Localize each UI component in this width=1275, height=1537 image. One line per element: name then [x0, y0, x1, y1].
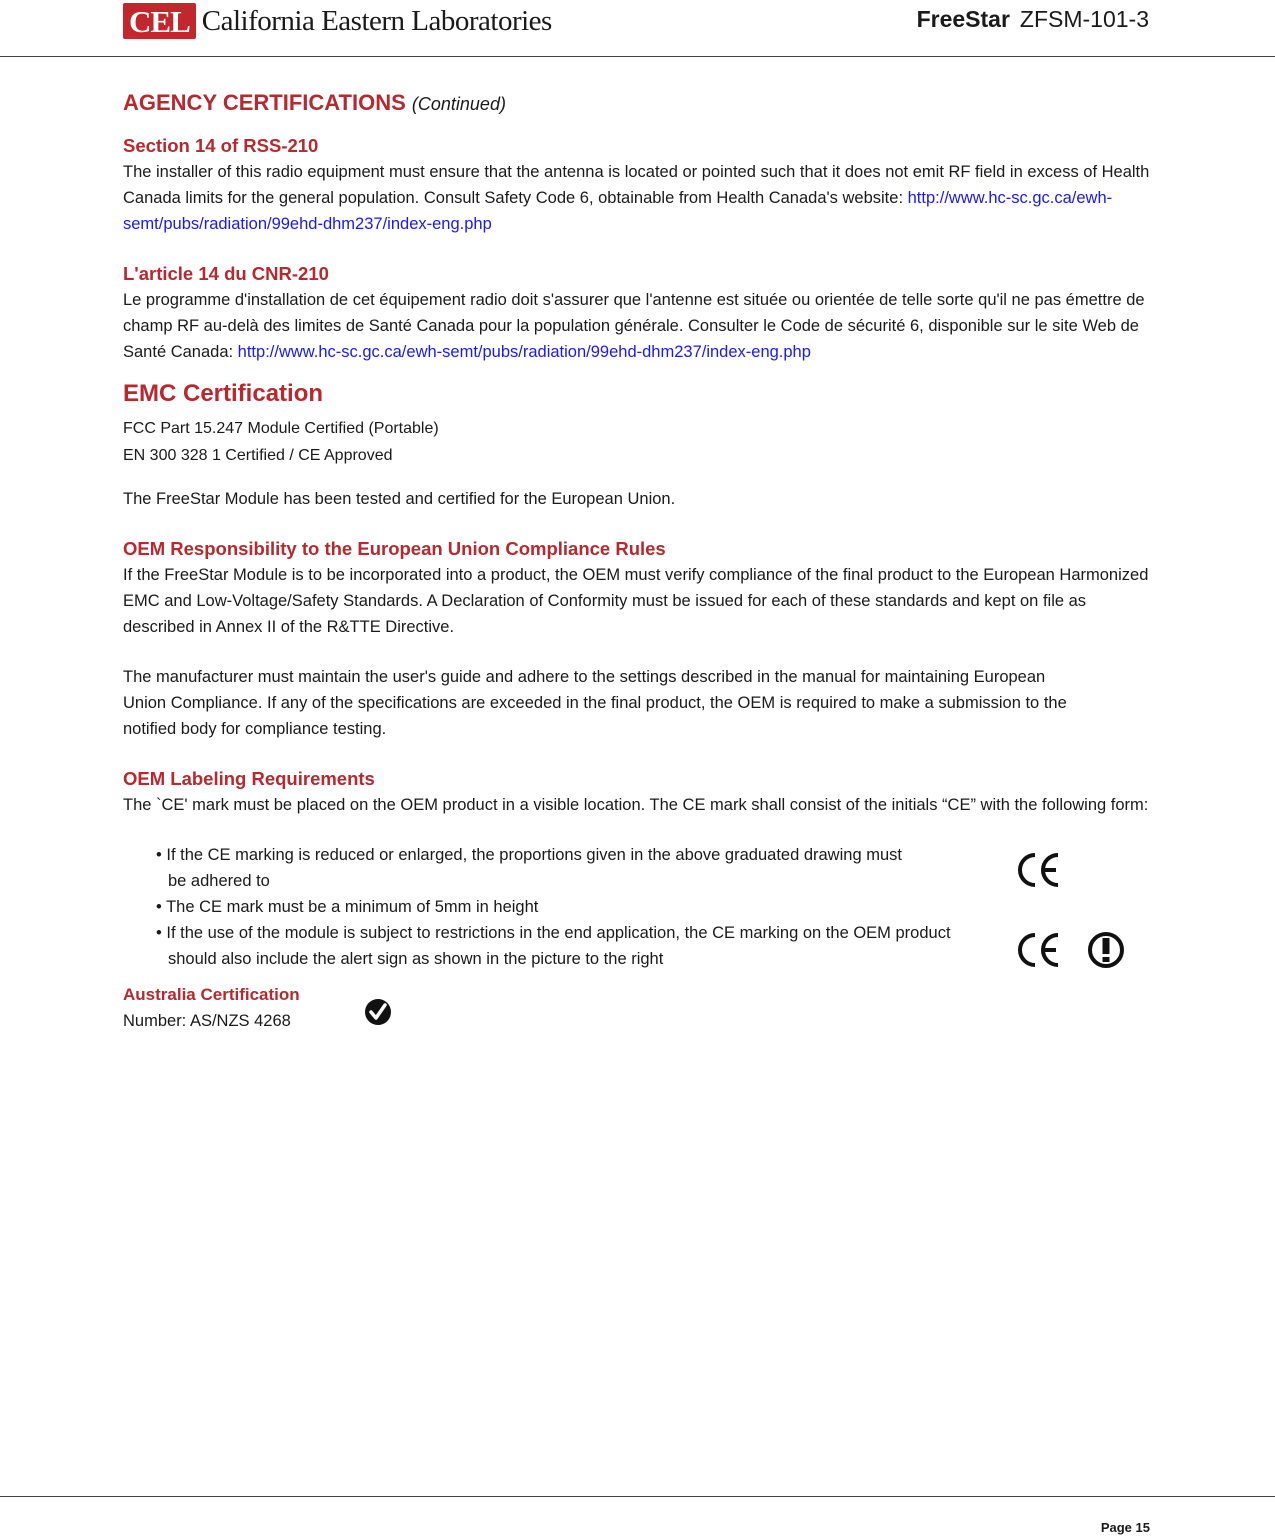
cnr-link[interactable]: http://www.hc-sc.gc.ca/ewh-semt/pubs/radiation/99ehd-dhm237/index-eng.php	[237, 343, 811, 361]
page-title-main: AGENCY CERTIFICATIONS	[123, 90, 406, 115]
emc-eu-text: The FreeStar Module has been tested and certified for the European Union.	[123, 490, 676, 508]
spacer	[123, 640, 1153, 664]
product-brand: FreeStar	[916, 6, 1010, 32]
logo-abbr: CEL	[123, 3, 196, 39]
rss-body: The installer of this radio equipment must ensure that the antenna is located or pointed such that it does not emit RF field in excess of Health Canada limits for the general population. Consult Safety Code 6, obtainable from Health Canada's website:	[123, 163, 1150, 207]
product-name	[917, 6, 1149, 33]
footer-divider	[0, 1496, 1275, 1497]
ce-bullet-item: • The CE mark must be a minimum of 5mm in height	[156, 898, 539, 916]
spacer	[123, 972, 1153, 982]
oem-labeling-heading: OEM Labeling Requirements	[123, 768, 375, 789]
rss-text	[123, 159, 1153, 237]
oem-responsibility-para2: The manufacturer must maintain the user's guide and adhere to the settings described in the manual for maintaining European Union Compliance. If any of the specifications are exceeded in the final product, the OEM is required to make a submission to the notified body for compliance testing.	[123, 668, 1067, 738]
emc-en-line: EN 300 328 1 Certified / CE Approved	[123, 447, 393, 464]
ce-bullet-area	[123, 842, 1153, 972]
oem-labeling-text: The `CE' mark must be placed on the OEM product in a visible location. The CE mark shall consist of the initials “CE” with the following form:	[123, 796, 1149, 814]
australia-heading: Australia Certification	[123, 985, 300, 1004]
logo-company-name: California Eastern Laboratories	[201, 4, 552, 37]
cnr-heading: L'article 14 du CNR-210	[123, 263, 329, 284]
ce-alert-mark-icon	[1016, 930, 1126, 970]
emc-heading: EMC Certification	[123, 380, 324, 407]
spacer	[123, 512, 1153, 536]
ce-bullet-item: • If the use of the module is subject to restrictions in the end application, the CE marking on the OEM product should also include the alert sign as shown in the picture to the right	[156, 924, 951, 968]
product-model: ZFSM-101-3	[1019, 6, 1149, 32]
rss-link[interactable]: http://www.hc-sc.gc.ca/ewh-semt/pubs/radiation/99ehd-dhm237/index-eng.php	[123, 189, 1113, 233]
page-header	[0, 0, 1275, 57]
spacer	[123, 469, 1153, 486]
emc-fcc-line: FCC Part 15.247 Module Certified (Portable)	[123, 420, 439, 437]
australia-number: Number: AS/NZS 4268	[123, 1012, 291, 1030]
spacer	[123, 742, 1153, 766]
spacer	[123, 237, 1153, 261]
oem-responsibility-heading: OEM Responsibility to the European Union Compliance Rules	[123, 538, 666, 559]
australia-section	[123, 982, 1153, 1034]
spacer	[123, 818, 1153, 842]
ce-bullet-list	[156, 842, 956, 972]
oem-responsibility-para1: If the FreeStar Module is to be incorporated into a product, the OEM must verify compliance of the final product to the European Harmonized EMC and Low-Voltage/Safety Standards. A Declaration of Conformity must be issued for each of these standards and kept on file as described in Annex II of the R&TTE Directive.	[123, 566, 1149, 636]
ce-bullet-item: • If the CE marking is reduced or enlarged, the proportions given in the above graduated drawing must be adhered to	[156, 846, 902, 890]
rss-heading: Section 14 of RSS-210	[123, 135, 319, 156]
page-content	[123, 86, 1153, 1034]
c-tick-mark-icon	[364, 998, 392, 1026]
cnr-body: Le programme d'installation de cet équipement radio doit s'assurer que l'antenne est située ou orientée de telle sorte qu'il ne pas émettre de champ RF au-delà des limites de Santé Canada pour la population générale. Consulter le Code de sécurité 6, disponible sur le site Web de Santé Canada:	[123, 291, 1145, 361]
ce-mark-icon	[1016, 850, 1064, 890]
cel-logo	[123, 3, 552, 39]
spacer	[123, 365, 1153, 379]
page-title	[123, 86, 1153, 121]
cnr-text	[123, 287, 1153, 365]
page-number: Page 15	[1100, 1520, 1150, 1535]
page-title-suffix: (Continued)	[411, 94, 506, 114]
